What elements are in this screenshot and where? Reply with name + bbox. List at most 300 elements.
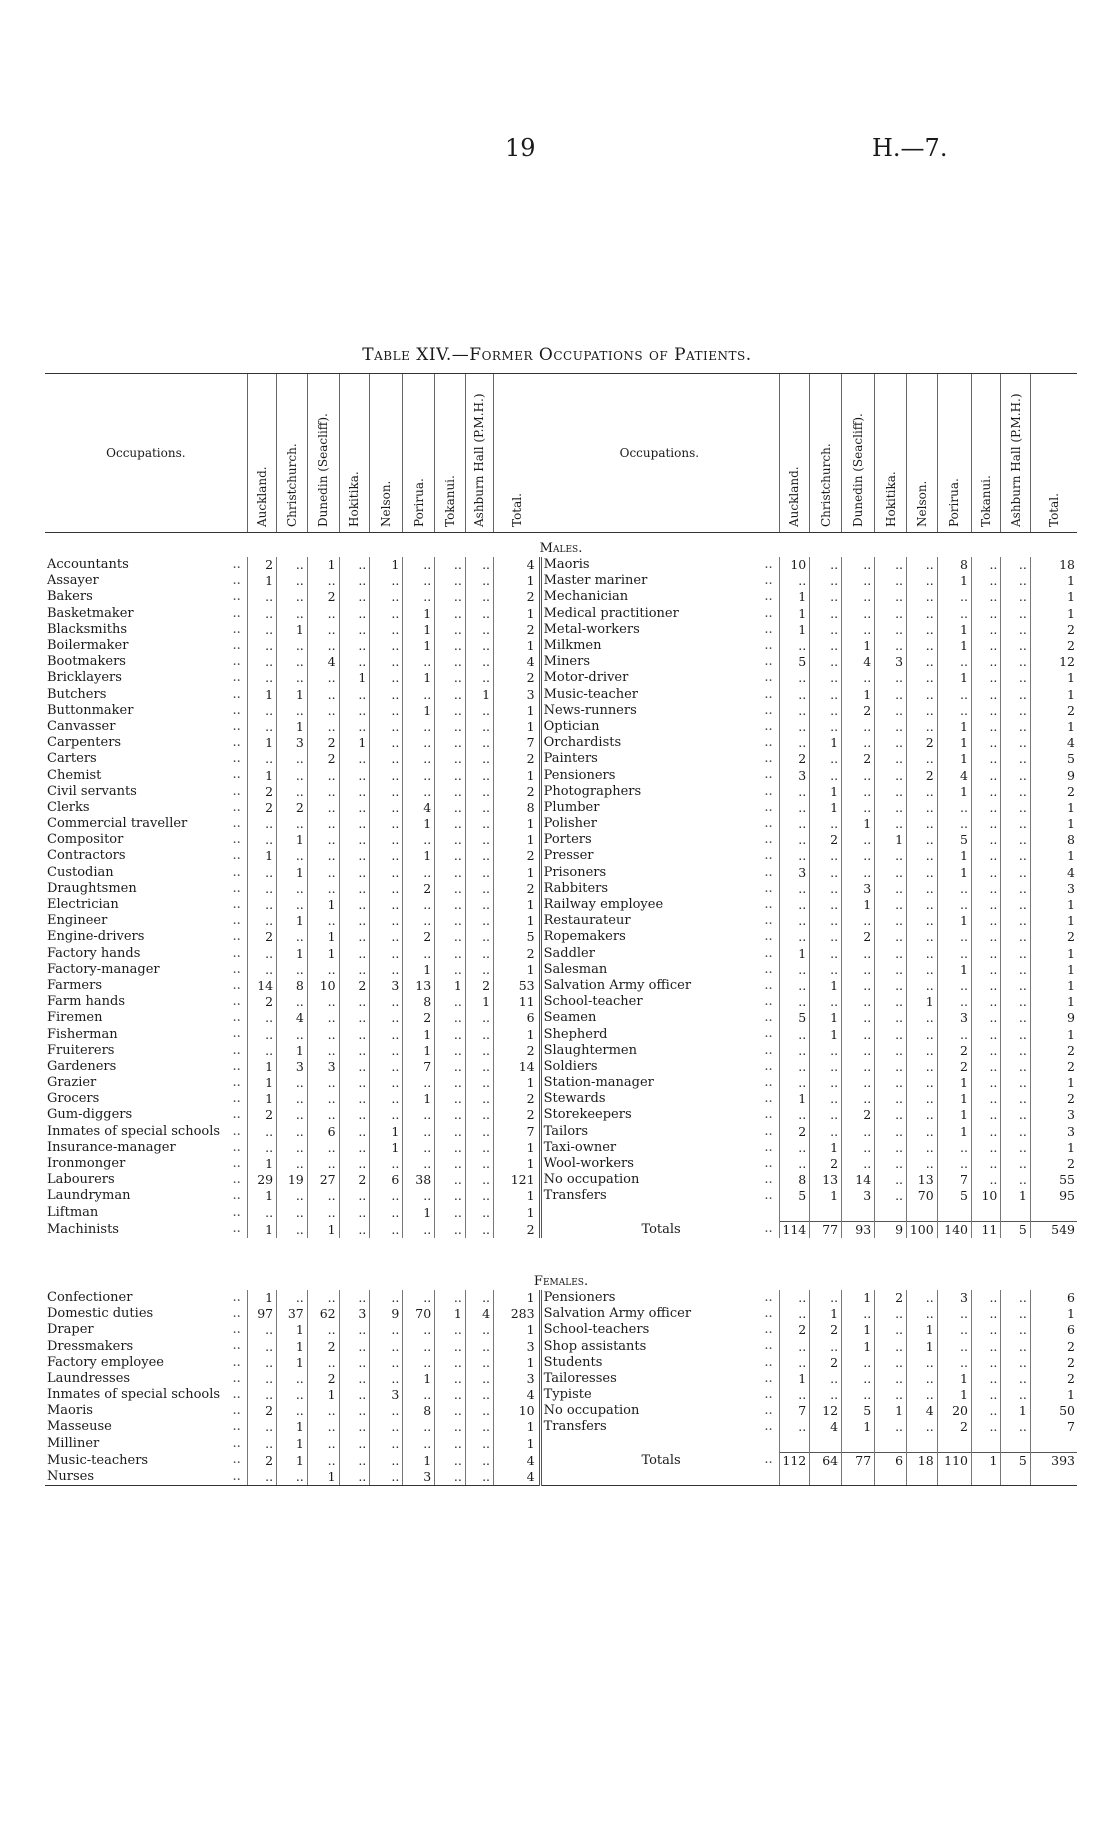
table-row xyxy=(45,719,1077,735)
count-cell: .. xyxy=(1001,865,1030,881)
count-cell: 1 xyxy=(937,1124,971,1140)
count-cell: .. xyxy=(465,962,493,978)
count-cell: .. xyxy=(247,751,276,767)
count-cell: .. xyxy=(339,1059,370,1075)
occupation-name xyxy=(540,1140,779,1156)
leader-dots: .. xyxy=(232,557,241,572)
count-cell: 2 xyxy=(907,735,938,751)
count-cell: .. xyxy=(810,1387,842,1403)
count-cell: .. xyxy=(339,1290,370,1306)
row-total-cell: 4 xyxy=(494,654,541,670)
count-cell: 1 xyxy=(403,1043,435,1059)
count-cell: .. xyxy=(339,1322,370,1338)
count-cell: 2 xyxy=(779,751,810,767)
occupation-label: Taxi-owner xyxy=(543,1139,617,1155)
table-row xyxy=(45,767,1077,783)
count-cell: 9 xyxy=(875,1221,907,1238)
count-cell: .. xyxy=(842,1059,875,1075)
occupation-name xyxy=(45,1043,247,1059)
occupation-label: Pensioners xyxy=(543,767,616,783)
count-cell: .. xyxy=(465,800,493,816)
table-row xyxy=(45,848,1077,864)
occupation-name xyxy=(45,687,247,703)
count-cell: 10 xyxy=(307,978,339,994)
count-cell: .. xyxy=(435,1221,466,1238)
count-cell: .. xyxy=(875,1107,907,1123)
count-cell: .. xyxy=(875,638,907,654)
count-cell: .. xyxy=(875,670,907,686)
row-total-cell: 1 xyxy=(494,1436,541,1453)
count-cell: 1 xyxy=(403,1452,435,1469)
count-cell: .. xyxy=(435,606,466,622)
count-cell: 7 xyxy=(403,1059,435,1075)
leader-dots: .. xyxy=(232,1188,241,1204)
occupation-label: Laundresses xyxy=(47,1370,131,1386)
count-cell: .. xyxy=(435,670,466,686)
count-cell: 1 xyxy=(247,1188,276,1204)
count-cell: .. xyxy=(1001,1322,1030,1338)
count-cell: .. xyxy=(465,1371,493,1387)
count-cell: .. xyxy=(465,654,493,670)
count-cell: .. xyxy=(465,913,493,929)
count-cell: 1 xyxy=(247,848,276,864)
count-cell: .. xyxy=(277,654,308,670)
count-cell: .. xyxy=(907,800,938,816)
count-cell: .. xyxy=(465,1355,493,1371)
count-cell: .. xyxy=(810,946,842,962)
leader-dots: .. xyxy=(232,1010,241,1026)
row-total-cell: 4 xyxy=(494,557,541,573)
count-cell: 1 xyxy=(937,735,971,751)
count-cell: 1 xyxy=(307,1469,339,1486)
count-cell: .. xyxy=(842,784,875,800)
count-cell: .. xyxy=(971,670,1000,686)
count-cell: 1 xyxy=(779,1371,810,1387)
count-cell: .. xyxy=(465,1322,493,1338)
leader-dots: .. xyxy=(232,735,241,751)
occupation-label: Shepherd xyxy=(543,1026,608,1042)
occupations-table xyxy=(45,373,1077,1486)
leader-dots: .. xyxy=(232,605,241,621)
count-cell: .. xyxy=(339,606,370,622)
occupation-name xyxy=(540,1306,779,1322)
occupation-name xyxy=(45,1010,247,1026)
leader-dots: .. xyxy=(232,1123,241,1139)
count-cell: .. xyxy=(339,622,370,638)
leader-dots: .. xyxy=(764,1058,773,1074)
count-cell: .. xyxy=(339,1188,370,1204)
table-row xyxy=(45,735,1077,751)
count-cell: .. xyxy=(465,1156,493,1172)
count-cell: .. xyxy=(435,589,466,605)
leader-dots: .. xyxy=(232,751,241,767)
count-cell: .. xyxy=(810,638,842,654)
section-heading: Males. xyxy=(539,541,583,556)
count-cell: .. xyxy=(370,573,403,589)
leader-dots: .. xyxy=(764,896,773,912)
count-cell: 4 xyxy=(307,654,339,670)
count-cell: 1 xyxy=(937,1107,971,1123)
count-cell: .. xyxy=(403,719,435,735)
count-cell: .. xyxy=(875,1419,907,1435)
table-row xyxy=(45,573,1077,589)
count-cell: .. xyxy=(779,1156,810,1172)
count-cell: .. xyxy=(971,1124,1000,1140)
count-cell: .. xyxy=(307,816,339,832)
count-cell: .. xyxy=(247,946,276,962)
count-cell: .. xyxy=(277,573,308,589)
leader-dots: .. xyxy=(764,751,773,767)
count-cell: .. xyxy=(779,687,810,703)
occupation-label: Farm hands xyxy=(47,994,126,1010)
count-cell: .. xyxy=(907,719,938,735)
occupation-label: Seamen xyxy=(543,1010,597,1026)
count-cell: .. xyxy=(465,1059,493,1075)
count-cell: 2 xyxy=(842,703,875,719)
count-cell: .. xyxy=(370,1026,403,1042)
count-cell: .. xyxy=(370,622,403,638)
count-cell: .. xyxy=(465,557,493,573)
count-cell xyxy=(779,1436,810,1453)
table-row xyxy=(45,929,1077,945)
column-header-right xyxy=(1030,374,1077,533)
count-cell: .. xyxy=(435,1043,466,1059)
count-cell: .. xyxy=(971,1403,1000,1419)
table-row xyxy=(45,994,1077,1010)
count-cell: .. xyxy=(277,994,308,1010)
count-cell: 1 xyxy=(277,946,308,962)
occupation-label: Totals xyxy=(641,1221,681,1237)
count-cell: .. xyxy=(307,1188,339,1204)
count-cell: 2 xyxy=(247,800,276,816)
count-cell: 5 xyxy=(937,1188,971,1204)
table-row xyxy=(45,962,1077,978)
occupation-name xyxy=(45,1059,247,1075)
count-cell: .. xyxy=(1001,784,1030,800)
table-row xyxy=(45,1355,1077,1371)
count-cell: 1 xyxy=(842,638,875,654)
occupation-name xyxy=(540,573,779,589)
count-cell: 3 xyxy=(339,1306,370,1322)
count-cell: .. xyxy=(339,1371,370,1387)
count-cell: .. xyxy=(435,848,466,864)
count-cell: 1 xyxy=(277,622,308,638)
count-cell: .. xyxy=(307,784,339,800)
count-cell: .. xyxy=(971,784,1000,800)
leader-dots: .. xyxy=(764,1322,773,1338)
count-cell: 1 xyxy=(971,1452,1000,1469)
count-cell: 5 xyxy=(779,1188,810,1204)
count-cell: 70 xyxy=(403,1306,435,1322)
count-cell: .. xyxy=(277,670,308,686)
count-cell: .. xyxy=(370,1371,403,1387)
count-cell: .. xyxy=(247,897,276,913)
table-row xyxy=(45,881,1077,897)
occupation-label: Soldiers xyxy=(543,1058,598,1074)
count-cell: .. xyxy=(907,606,938,622)
count-cell xyxy=(810,1436,842,1453)
leader-dots: .. xyxy=(232,718,241,734)
count-cell: .. xyxy=(810,719,842,735)
count-cell: .. xyxy=(277,1469,308,1486)
count-cell: .. xyxy=(810,1091,842,1107)
count-cell xyxy=(907,1469,938,1486)
count-cell: .. xyxy=(971,622,1000,638)
row-total-cell: 283 xyxy=(494,1306,541,1322)
count-cell: .. xyxy=(370,1188,403,1204)
count-cell: 13 xyxy=(810,1172,842,1188)
count-cell: .. xyxy=(971,962,1000,978)
row-total-cell: 2 xyxy=(494,848,541,864)
count-cell: 4 xyxy=(403,800,435,816)
row-total-cell: 1 xyxy=(1030,978,1077,994)
count-cell: .. xyxy=(779,1026,810,1042)
row-total-cell: 1 xyxy=(1030,589,1077,605)
count-cell: .. xyxy=(435,946,466,962)
count-cell: .. xyxy=(435,1355,466,1371)
count-cell: .. xyxy=(875,994,907,1010)
occupation-name xyxy=(45,1436,247,1453)
count-cell: 4 xyxy=(465,1306,493,1322)
count-cell: .. xyxy=(937,929,971,945)
count-cell: .. xyxy=(1001,1156,1030,1172)
count-cell: .. xyxy=(247,589,276,605)
count-cell: .. xyxy=(277,1026,308,1042)
occupation-label: Confectioner xyxy=(47,1289,133,1305)
count-cell: .. xyxy=(277,1140,308,1156)
row-total-cell xyxy=(1030,1205,1077,1222)
row-total-cell: 1 xyxy=(494,865,541,881)
count-cell: .. xyxy=(842,1387,875,1403)
row-total-cell: 2 xyxy=(494,784,541,800)
count-cell: 1 xyxy=(842,816,875,832)
count-cell: .. xyxy=(810,1075,842,1091)
column-header-label: Hokitika. xyxy=(347,470,362,527)
row-total-cell: 1 xyxy=(1030,1306,1077,1322)
count-cell: .. xyxy=(339,1205,370,1222)
count-cell: .. xyxy=(842,1156,875,1172)
occupation-label: Slaughtermen xyxy=(543,1042,637,1058)
count-cell: 1 xyxy=(403,816,435,832)
count-cell: 1 xyxy=(937,962,971,978)
count-cell: 1 xyxy=(779,589,810,605)
count-cell: 2 xyxy=(247,784,276,800)
occupation-name xyxy=(540,1322,779,1338)
leader-dots: .. xyxy=(764,816,773,831)
count-cell: .. xyxy=(435,784,466,800)
occupation-name xyxy=(540,1075,779,1091)
count-cell: .. xyxy=(907,913,938,929)
count-cell: 2 xyxy=(779,1322,810,1338)
count-cell: .. xyxy=(810,1290,842,1306)
count-cell: 1 xyxy=(247,1059,276,1075)
count-cell xyxy=(971,1469,1000,1486)
count-cell: 6 xyxy=(370,1172,403,1188)
table-row xyxy=(45,622,1077,638)
count-cell: .. xyxy=(937,703,971,719)
count-cell: .. xyxy=(339,1010,370,1026)
count-cell: .. xyxy=(779,703,810,719)
count-cell: .. xyxy=(247,622,276,638)
row-total-cell: 10 xyxy=(494,1403,541,1419)
row-total-cell: 1 xyxy=(1030,897,1077,913)
count-cell: .. xyxy=(247,1043,276,1059)
occupation-label: Transfers xyxy=(543,1188,607,1204)
count-cell: 9 xyxy=(370,1306,403,1322)
count-cell: .. xyxy=(842,1306,875,1322)
count-cell: .. xyxy=(1001,929,1030,945)
leader-dots: .. xyxy=(232,1139,241,1155)
occupation-label: Chemist xyxy=(47,767,102,783)
occupation-name xyxy=(45,1124,247,1140)
count-cell: .. xyxy=(465,1010,493,1026)
count-cell: 2 xyxy=(907,767,938,783)
row-total-cell: 53 xyxy=(494,978,541,994)
count-cell: 2 xyxy=(339,978,370,994)
column-header-right xyxy=(937,374,971,533)
count-cell: .. xyxy=(339,865,370,881)
count-cell: .. xyxy=(465,1419,493,1435)
leader-dots: .. xyxy=(764,848,773,864)
count-cell: .. xyxy=(810,1338,842,1354)
count-cell: .. xyxy=(907,654,938,670)
row-total-cell: 6 xyxy=(1030,1290,1077,1306)
count-cell: .. xyxy=(971,816,1000,832)
occupation-label: Storekeepers xyxy=(543,1107,632,1123)
count-cell: 93 xyxy=(842,1221,875,1238)
occupation-label: Porters xyxy=(543,832,592,848)
column-header-label: Dunedin (Seacliff). xyxy=(851,412,866,527)
occupation-label: Bootmakers xyxy=(47,654,126,670)
count-cell: 77 xyxy=(810,1221,842,1238)
count-cell: 1 xyxy=(277,832,308,848)
count-cell: 1 xyxy=(937,865,971,881)
leader-dots: .. xyxy=(764,573,773,589)
count-cell: .. xyxy=(435,1419,466,1435)
count-cell: .. xyxy=(907,1355,938,1371)
count-cell: .. xyxy=(907,687,938,703)
count-cell: .. xyxy=(435,1403,466,1419)
count-cell: .. xyxy=(1001,1075,1030,1091)
count-cell: .. xyxy=(810,1043,842,1059)
occupation-label: Painters xyxy=(543,751,598,767)
count-cell: .. xyxy=(247,1469,276,1486)
count-cell: 1 xyxy=(465,994,493,1010)
count-cell: .. xyxy=(1001,638,1030,654)
leader-dots: .. xyxy=(764,1042,773,1058)
count-cell: .. xyxy=(465,1205,493,1222)
count-cell: .. xyxy=(370,735,403,751)
count-cell: 13 xyxy=(403,978,435,994)
count-cell: .. xyxy=(370,897,403,913)
count-cell: .. xyxy=(370,1156,403,1172)
column-header-label: Ashburn Hall (P.M.H.) xyxy=(472,392,487,527)
count-cell: .. xyxy=(1001,719,1030,735)
count-cell: .. xyxy=(370,881,403,897)
occupation-name xyxy=(45,589,247,605)
count-cell: .. xyxy=(875,1156,907,1172)
count-cell: .. xyxy=(971,1107,1000,1123)
occupation-name xyxy=(540,735,779,751)
count-cell: .. xyxy=(307,573,339,589)
column-header-right xyxy=(875,374,907,533)
count-cell: .. xyxy=(842,913,875,929)
occupation-label: Masseuse xyxy=(47,1419,112,1435)
count-cell: .. xyxy=(875,1322,907,1338)
count-cell: .. xyxy=(810,865,842,881)
count-cell: .. xyxy=(907,1010,938,1026)
count-cell: 10 xyxy=(779,557,810,573)
count-cell: .. xyxy=(339,1338,370,1354)
count-cell: .. xyxy=(403,557,435,573)
occupation-label: Music-teacher xyxy=(543,686,639,702)
count-cell: .. xyxy=(277,962,308,978)
count-cell: 1 xyxy=(875,832,907,848)
occupation-name xyxy=(45,1322,247,1338)
count-cell: 1 xyxy=(247,687,276,703)
count-cell: 19 xyxy=(277,1172,308,1188)
occupation-label: Medical practitioner xyxy=(543,605,679,621)
count-cell: .. xyxy=(971,557,1000,573)
count-cell: .. xyxy=(370,1322,403,1338)
count-cell: 1 xyxy=(842,1322,875,1338)
leader-dots: .. xyxy=(764,1139,773,1155)
count-cell xyxy=(779,1469,810,1486)
occupation-name xyxy=(45,735,247,751)
leader-dots: .. xyxy=(232,573,241,589)
count-cell: 14 xyxy=(842,1172,875,1188)
count-cell: .. xyxy=(971,1322,1000,1338)
count-cell: 12 xyxy=(810,1403,842,1419)
occupation-label: No occupation xyxy=(543,1172,640,1188)
count-cell: .. xyxy=(971,929,1000,945)
count-cell: .. xyxy=(435,1338,466,1354)
row-total-cell: 3 xyxy=(1030,1124,1077,1140)
count-cell: 2 xyxy=(810,1355,842,1371)
count-cell: .. xyxy=(403,1322,435,1338)
count-cell: .. xyxy=(937,1140,971,1156)
row-total-cell: 1 xyxy=(494,719,541,735)
count-cell: .. xyxy=(842,606,875,622)
leader-dots: .. xyxy=(764,557,773,572)
row-total-cell: 1 xyxy=(1030,606,1077,622)
count-cell: .. xyxy=(779,962,810,978)
count-cell: .. xyxy=(435,638,466,654)
occupation-name xyxy=(540,767,779,783)
count-cell: .. xyxy=(277,1156,308,1172)
count-cell: .. xyxy=(842,1124,875,1140)
count-cell: .. xyxy=(277,1124,308,1140)
occupation-name xyxy=(45,557,247,573)
count-cell: 1 xyxy=(937,670,971,686)
count-cell: 1 xyxy=(875,1403,907,1419)
occupation-label: Totals xyxy=(641,1452,681,1468)
count-cell: .. xyxy=(465,1436,493,1453)
table-row xyxy=(45,1043,1077,1059)
count-cell: .. xyxy=(247,670,276,686)
count-cell: .. xyxy=(971,589,1000,605)
count-cell: .. xyxy=(339,1075,370,1091)
count-cell: .. xyxy=(339,1091,370,1107)
count-cell: .. xyxy=(907,751,938,767)
occupation-label: Plumber xyxy=(543,799,600,815)
occupation-label: Labourers xyxy=(47,1172,115,1188)
count-cell: .. xyxy=(842,1075,875,1091)
count-cell: .. xyxy=(875,606,907,622)
count-cell xyxy=(937,1469,971,1486)
count-cell: .. xyxy=(937,1355,971,1371)
count-cell: 2 xyxy=(247,1403,276,1419)
